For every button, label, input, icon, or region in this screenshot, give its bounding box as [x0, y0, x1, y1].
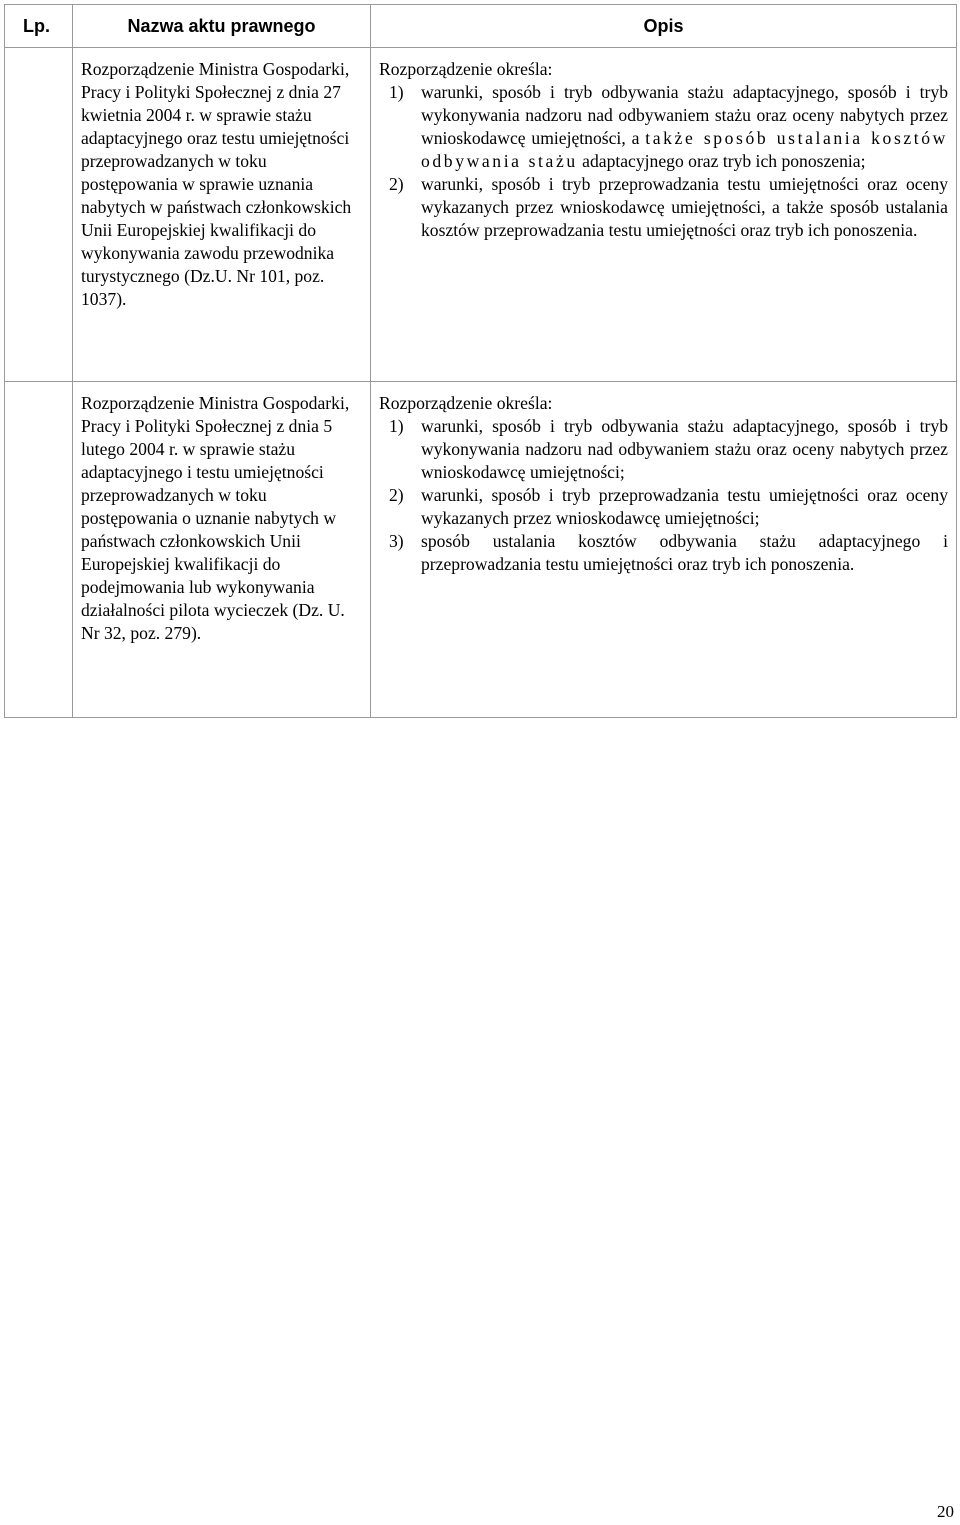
row-lp — [5, 382, 73, 718]
list-item — [379, 81, 948, 173]
list-item-text: warunki, sposób i tryb przeprowadzania testu umiejętności oraz oceny wykazanych przez wnioskodawcę umiejętności, a także sposób ustalania kosztów przeprowadzania testu umiejętności oraz tryb ich ponoszenia. — [421, 174, 948, 240]
list-item — [379, 484, 948, 530]
list-item-text-spaced: także sposób ustalania kosztów odbywania stażu — [421, 128, 948, 171]
list-item-number: 2) — [389, 485, 404, 505]
header-lp: Lp. — [5, 5, 73, 48]
list-item-number: 1) — [389, 82, 404, 102]
row-lp — [5, 48, 73, 382]
page-number: 20 — [937, 1502, 954, 1521]
header-description: Opis — [371, 5, 957, 48]
list-item — [379, 415, 948, 484]
table-row — [5, 48, 957, 382]
description-intro: Rozporządzenie określa: — [379, 393, 553, 413]
act-description — [371, 382, 957, 718]
list-item-text: sposób ustalania kosztów odbywania stażu adaptacyjnego i przeprowadzania testu umiejętności oraz tryb ich ponoszenia. — [421, 531, 948, 574]
description-list — [379, 81, 948, 242]
list-item-text: warunki, sposób i tryb przeprowadzania testu umiejętności oraz oceny wykazanych przez wnioskodawcę umiejętności; — [421, 485, 948, 528]
act-description — [371, 48, 957, 382]
list-item-number: 2) — [389, 174, 404, 194]
act-name: Rozporządzenie Ministra Gospodarki, Pracy i Polityki Społecznej z dnia 27 kwietnia 2004 r. w sprawie stażu adaptacyjnego oraz testu umiejętności przeprowadzanych w toku postępowania w sprawie uznania nabytych w państwach członkowskich Unii Europejskiej kwalifikacji do wykonywania zawodu przewodnika turystycznego (Dz.U. Nr 101, poz. 1037). — [73, 48, 371, 382]
description-intro: Rozporządzenie określa: — [379, 59, 553, 79]
header-name: Nazwa aktu prawnego — [73, 5, 371, 48]
legal-acts-table — [4, 4, 957, 718]
list-item-text: warunki, sposób i tryb odbywania stażu adaptacyjnego, sposób i tryb wykonywania nadzoru nad odbywaniem stażu oraz oceny nabytych przez wnioskodawcę umiejętności, a — [421, 82, 948, 148]
list-item — [379, 530, 948, 576]
list-item-text: warunki, sposób i tryb odbywania stażu adaptacyjnego, sposób i tryb wykonywania nadzoru nad odbywaniem stażu oraz oceny nabytych przez wnioskodawcę umiejętności; — [421, 416, 948, 482]
list-item — [379, 173, 948, 242]
table-row — [5, 382, 957, 718]
description-list — [379, 415, 948, 576]
list-item-number: 1) — [389, 416, 404, 436]
list-item-text-end: adaptacyjnego oraz tryb ich ponoszenia; — [577, 151, 866, 171]
table-header-row — [5, 5, 957, 48]
act-name: Rozporządzenie Ministra Gospodarki, Pracy i Polityki Społecznej z dnia 5 lutego 2004 r. w sprawie stażu adaptacyjnego i testu umiejętności przeprowadzanych w toku postępowania o uznanie nabytych w państwach członkowskich Unii Europejskiej kwalifikacji do podejmowania lub wykonywania działalności pilota wycieczek (Dz. U. Nr 32, poz. 279). — [73, 382, 371, 718]
list-item-number: 3) — [389, 531, 404, 551]
